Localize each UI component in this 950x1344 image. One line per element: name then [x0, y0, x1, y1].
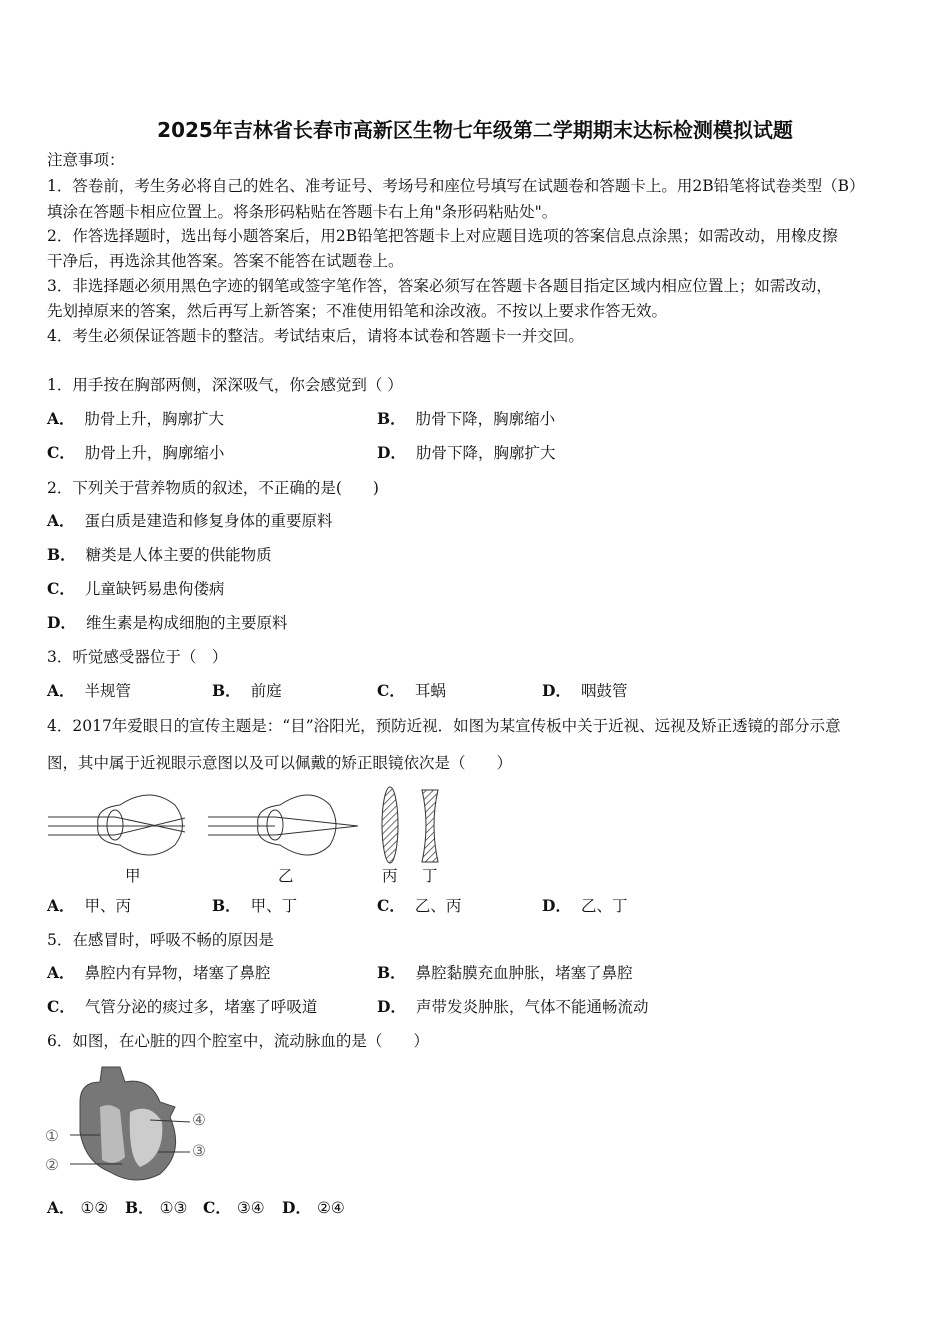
- option-letter: A．: [47, 1198, 75, 1217]
- option-letter: A．: [47, 963, 75, 982]
- option-letter: D．: [377, 443, 406, 462]
- option-text: ②④: [316, 1199, 345, 1217]
- answer-option: [203, 1198, 265, 1218]
- figure-label-ding: 丁: [422, 867, 438, 885]
- option-letter: C．: [377, 896, 405, 915]
- option-letter: D．: [542, 681, 571, 700]
- option-text: 维生素是构成细胞的主要原料: [85, 614, 288, 632]
- option-text: 鼻腔黏膜充血肿胀，堵塞了鼻腔: [415, 964, 633, 982]
- option-letter: B．: [47, 545, 76, 564]
- option-letter: B．: [377, 963, 406, 982]
- heart-label-3: ③: [192, 1142, 206, 1160]
- option-text: 鼻腔内有异物，堵塞了鼻腔: [84, 964, 271, 982]
- option-letter: D．: [47, 613, 76, 632]
- answer-option: [377, 409, 555, 429]
- option-letter: B．: [125, 1198, 154, 1217]
- heart-label-4: ④: [192, 1111, 206, 1129]
- answer-option: [47, 896, 131, 916]
- answer-option: [377, 896, 461, 916]
- option-text: 气管分泌的痰过多，堵塞了呼吸道: [84, 998, 318, 1016]
- option-text: 半规管: [84, 682, 132, 700]
- question-stem: 4．2017年爱眼日的宣传主题是：“目”浴阳光，预防近视．如图为某宣传板中关于近视、远视及矫正透镜的部分示意: [47, 717, 841, 735]
- option-text: 咽鼓管: [580, 682, 628, 700]
- concave-lens: [422, 790, 438, 862]
- option-text: 乙、丁: [580, 897, 628, 915]
- heart-label-1: ①: [45, 1127, 59, 1145]
- answer-option: [47, 443, 224, 463]
- option-letter: D．: [542, 896, 571, 915]
- answer-option: [47, 545, 272, 565]
- option-text: 耳蜗: [414, 682, 446, 700]
- myopic-eye-diagram: [48, 795, 185, 855]
- answer-option: [47, 511, 333, 531]
- answer-option: [47, 579, 224, 599]
- option-text: 声带发炎肿胀，气体不能通畅流动: [415, 998, 649, 1016]
- option-text: ③④: [236, 1199, 265, 1217]
- option-letter: A．: [47, 896, 75, 915]
- option-text: ①③: [159, 1199, 188, 1217]
- option-text: 肋骨上升，胸廓扩大: [84, 410, 225, 428]
- option-letter: B．: [212, 896, 241, 915]
- answer-option: [542, 896, 627, 916]
- notes-line: 先划掉原来的答案，然后再写上新答案；不准使用铅笔和涂改液。不按以上要求作答无效。: [47, 302, 668, 320]
- option-text: 肋骨下降，胸廓缩小: [415, 410, 556, 428]
- figure-label-bing: 丙: [382, 867, 398, 885]
- option-letter: C．: [47, 579, 75, 598]
- option-letter: C．: [377, 681, 405, 700]
- answer-option: [125, 1198, 187, 1218]
- option-text: 蛋白质是建造和修复身体的重要原料: [84, 512, 333, 530]
- notes-line: 干净后，再选涂其他答案。答案不能答在试题卷上。: [47, 252, 404, 270]
- answer-option: [47, 681, 131, 701]
- option-text: 儿童缺钙易患佝偻病: [84, 580, 225, 598]
- question-stem: 图，其中属于近视眼示意图以及可以佩戴的矫正眼镜依次是（ ）: [47, 754, 513, 772]
- option-text: ①②: [80, 1199, 109, 1217]
- option-text: 肋骨下降，胸廓扩大: [415, 444, 556, 462]
- question-stem: 2．下列关于营养物质的叙述，不正确的是( ): [47, 479, 379, 497]
- option-text: 糖类是人体主要的供能物质: [85, 546, 272, 564]
- notes-line: 1．答卷前，考生务必将自己的姓名、准考证号、考场号和座位号填写在试题卷和答题卡上。用2B铅笔将试卷类型（B）: [47, 177, 865, 195]
- answer-option: [282, 1198, 345, 1218]
- figure-label-jia: 甲: [125, 867, 141, 885]
- question-stem: 5．在感冒时，呼吸不畅的原因是: [47, 931, 274, 949]
- notes-heading: 注意事项：: [47, 151, 125, 169]
- notes-line: 2．作答选择题时，选出每小题答案后，用2B铅笔把答题卡上对应题目选项的答案信息点涂黑；如需改动，用橡皮擦: [47, 227, 838, 245]
- heart-label-2: ②: [45, 1156, 59, 1174]
- answer-option: [47, 1198, 108, 1218]
- notes-line: 3．非选择题必须用黑色字迹的钢笔或签字笔作答，答案必须写在答题卡各题目指定区域内相应位置上；如需改动，: [47, 277, 832, 295]
- option-letter: A．: [47, 511, 75, 530]
- question-stem: 1．用手按在胸部两侧，深深吸气，你会感觉到（ ）: [47, 376, 403, 394]
- answer-option: [212, 896, 297, 916]
- figure-label-yi: 乙: [278, 867, 294, 885]
- notes-line: 4．考生必须保证答题卡的整洁。考试结束后，请将本试卷和答题卡一并交回。: [47, 327, 584, 345]
- answer-option: [377, 681, 446, 701]
- answer-option: [47, 409, 224, 429]
- page-title: 2025年吉林省长春市高新区生物七年级第二学期期末达标检测模拟试题: [157, 118, 793, 142]
- option-letter: D．: [377, 997, 406, 1016]
- option-letter: C．: [47, 443, 75, 462]
- answer-option: [377, 443, 555, 463]
- question-stem: 6．如图，在心脏的四个腔室中，流动脉血的是（ ）: [47, 1032, 429, 1050]
- hyperopic-eye-diagram: [208, 795, 358, 855]
- option-letter: D．: [282, 1198, 311, 1217]
- option-text: 甲、丙: [84, 897, 132, 915]
- option-letter: C．: [203, 1198, 231, 1217]
- option-letter: A．: [47, 409, 75, 428]
- convex-lens: [382, 787, 398, 863]
- option-text: 肋骨上升，胸廓缩小: [84, 444, 225, 462]
- answer-option: [377, 963, 633, 983]
- answer-option: [47, 963, 271, 983]
- option-letter: B．: [212, 681, 241, 700]
- option-text: 前庭: [250, 682, 282, 700]
- notes-line: 填涂在答题卡相应位置上。将条形码粘贴在答题卡右上角"条形码粘贴处"。: [47, 203, 558, 221]
- answer-option: [212, 681, 282, 701]
- option-text: 甲、丁: [250, 897, 298, 915]
- option-letter: B．: [377, 409, 406, 428]
- answer-option: [542, 681, 627, 701]
- question-stem: 3．听觉感受器位于（ ）: [47, 648, 228, 666]
- answer-option: [47, 997, 317, 1017]
- answer-option: [377, 997, 648, 1017]
- option-text: 乙、丙: [414, 897, 462, 915]
- option-letter: C．: [47, 997, 75, 1016]
- answer-option: [47, 613, 287, 633]
- option-letter: A．: [47, 681, 75, 700]
